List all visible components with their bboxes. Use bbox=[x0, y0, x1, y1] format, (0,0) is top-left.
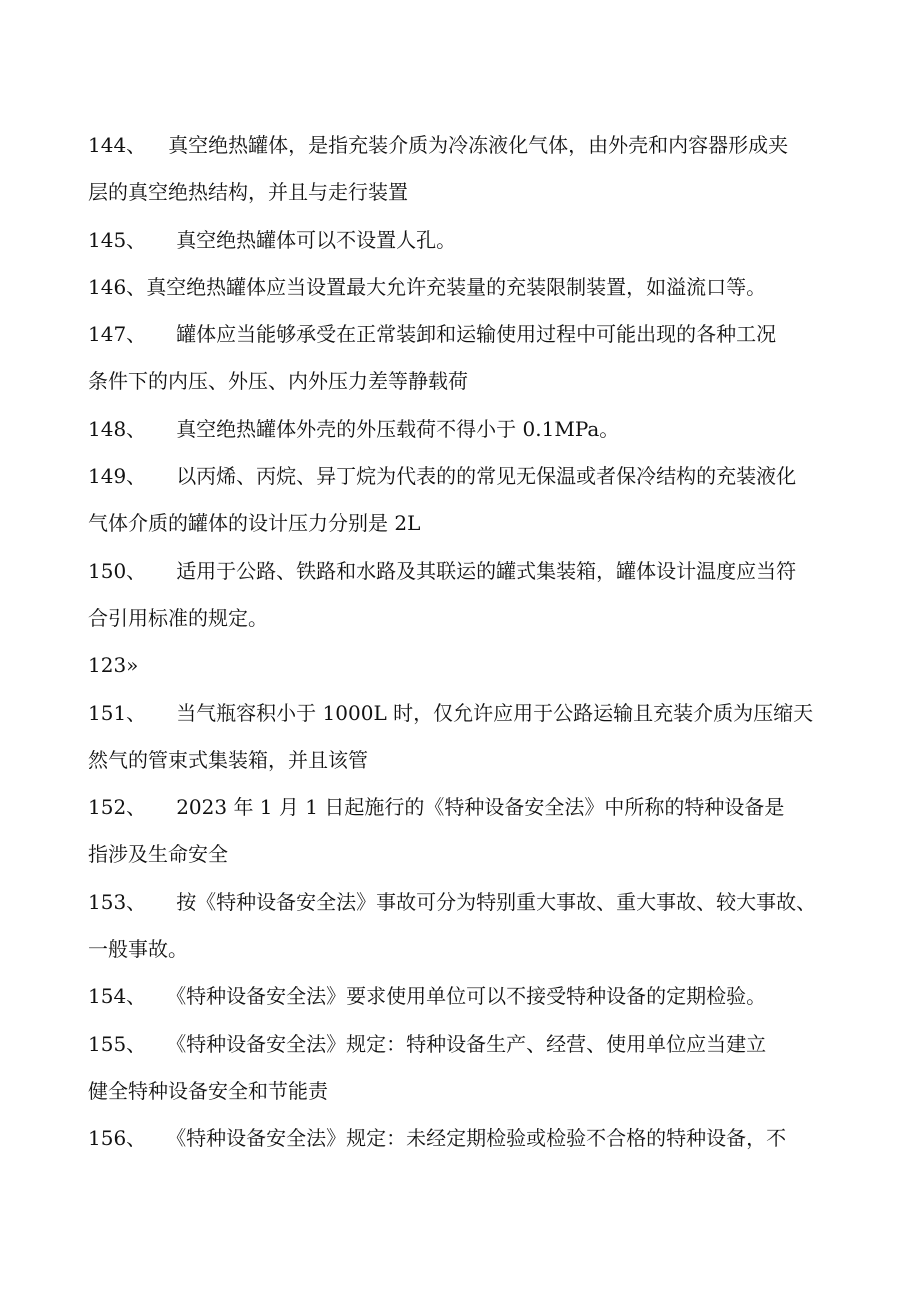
question-number: 147、 bbox=[88, 322, 147, 347]
question-line bbox=[88, 122, 834, 169]
question-text: 适用于公路、铁路和水路及其联运的罐式集装箱，罐体设计温度应当符 bbox=[176, 558, 797, 583]
question-number: 152、 bbox=[88, 795, 147, 820]
question-number: 145、 bbox=[88, 227, 147, 252]
question-line bbox=[88, 311, 834, 358]
question-text: 真空绝热罐体可以不设置人孔。 bbox=[176, 227, 457, 252]
question-line bbox=[88, 406, 834, 453]
question-text: 以丙烯、丙烷、异丁烷为代表的的常见无保温或者保冷结构的充装液化 bbox=[176, 464, 797, 489]
question-text: 真空绝热罐体，是指充装介质为冷冻液化气体，由外壳和内容器形成夹 bbox=[168, 133, 789, 157]
question-line bbox=[88, 217, 834, 264]
continuation-line bbox=[88, 358, 834, 405]
question-number: 149、 bbox=[88, 464, 147, 489]
question-text: 《特种设备安全法》规定：未经定期检验或检验不合格的特种设备，不 bbox=[176, 1126, 787, 1151]
question-text: 《特种设备安全法》规定：特种设备生产、经营、使用单位应当建立 bbox=[176, 1031, 767, 1056]
question-number: 144、 bbox=[88, 133, 147, 157]
question-number: 154、 bbox=[88, 984, 147, 1009]
question-text: 合引用标准的规定。 bbox=[88, 605, 268, 630]
question-text: 2023 年 1 月 1 日起施行的《特种设备安全法》中所称的特种设备是 bbox=[176, 795, 785, 820]
question-text: 健全特种设备安全和节能责 bbox=[88, 1078, 328, 1103]
continuation-line bbox=[88, 737, 834, 784]
question-line bbox=[88, 690, 834, 737]
question-number: 146、 bbox=[88, 274, 147, 299]
question-line bbox=[88, 973, 834, 1020]
question-text: 罐体应当能够承受在正常装卸和运输使用过程中可能出现的各种工况 bbox=[176, 322, 777, 347]
question-text: 真空绝热罐体应当设置最大允许充装量的充装限制装置，如溢流口等。 bbox=[146, 274, 767, 299]
question-number: 150、 bbox=[88, 558, 147, 583]
question-line bbox=[88, 879, 834, 926]
question-text: 真空绝热罐体外壳的外压载荷不得小于 0.1MPa。 bbox=[176, 416, 620, 441]
question-text: 气体介质的罐体的设计压力分别是 2L bbox=[88, 511, 421, 536]
question-text: 当气瓶容积小于 1000L 时，仅允许应用于公路运输且充装介质为压缩天 bbox=[176, 700, 814, 725]
continuation-line bbox=[88, 831, 834, 878]
question-text: 指涉及生命安全 bbox=[88, 842, 228, 867]
continuation-line bbox=[88, 926, 834, 973]
question-number: 155、 bbox=[88, 1031, 147, 1056]
question-text: 条件下的内压、外压、内外压力差等静载荷 bbox=[88, 369, 468, 394]
question-text: 按《特种设备安全法》事故可分为特别重大事故、重大事故、较大事故、 bbox=[176, 889, 817, 914]
continuation-line bbox=[88, 1068, 834, 1115]
question-line bbox=[88, 1021, 834, 1068]
question-line bbox=[88, 453, 834, 500]
continuation-line bbox=[88, 169, 834, 216]
question-line bbox=[88, 548, 834, 595]
question-text: 层的真空绝热结构，并且与走行装置 bbox=[88, 180, 408, 205]
question-number: 148、 bbox=[88, 416, 147, 441]
question-list bbox=[88, 122, 834, 1163]
question-text: 一般事故。 bbox=[88, 937, 188, 962]
question-text: 然气的管束式集装箱，并且该管 bbox=[88, 747, 368, 772]
question-text: 123» bbox=[88, 653, 139, 678]
question-line bbox=[88, 1115, 834, 1162]
question-line bbox=[88, 784, 834, 831]
question-line bbox=[88, 264, 834, 311]
question-number: 156、 bbox=[88, 1126, 147, 1151]
continuation-line bbox=[88, 500, 834, 547]
question-number: 151、 bbox=[88, 700, 147, 725]
continuation-line bbox=[88, 595, 834, 642]
continuation-line bbox=[88, 642, 834, 689]
question-text: 《特种设备安全法》要求使用单位可以不接受特种设备的定期检验。 bbox=[176, 984, 767, 1009]
question-number: 153、 bbox=[88, 889, 147, 914]
